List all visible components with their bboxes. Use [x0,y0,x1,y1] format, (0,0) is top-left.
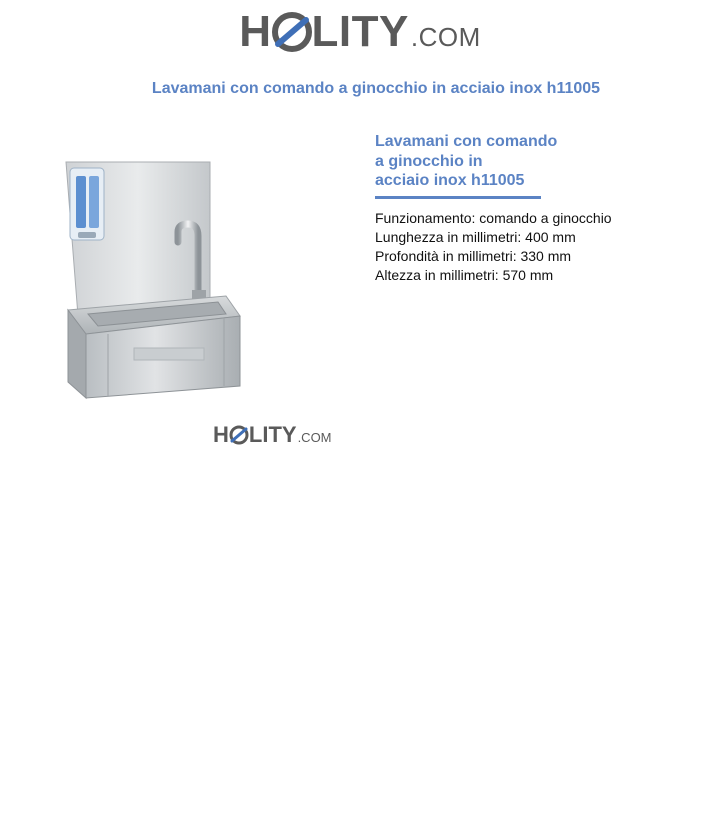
logo-letter-h: H [239,7,272,56]
spec-height: Altezza in millimetri: 570 mm [375,266,554,283]
spec-depth: Profondità in millimetri: 330 mm [375,247,572,264]
watermark-o-icon [229,424,249,446]
logo-letters-lity: LITY [311,7,409,56]
product-title-line: a ginocchio in [375,152,483,170]
watermark-letters-lity: LITY [248,422,297,447]
title-underline [375,196,541,199]
page-title: Lavamani con comando a ginocchio in acciaio inox h11005 [151,80,601,97]
product-title-line: acciaio inox h11005 [375,172,525,189]
product-image [28,120,358,430]
image-watermark-logo [213,424,332,446]
product-title [375,132,575,191]
product-info [375,132,695,285]
brand-logo[interactable] [0,7,720,56]
logo-suffix-com: .COM [410,22,481,52]
product-title-line: Lavamani con comando [375,133,558,150]
spec-operation: Funzionamento: comando a ginocchio [375,209,612,226]
logo-o-icon [272,10,312,54]
spec-length: Lunghezza in millimetri: 400 mm [375,228,576,245]
watermark-suffix-com: .COM [297,430,332,445]
watermark-letter-h: H [213,422,229,447]
